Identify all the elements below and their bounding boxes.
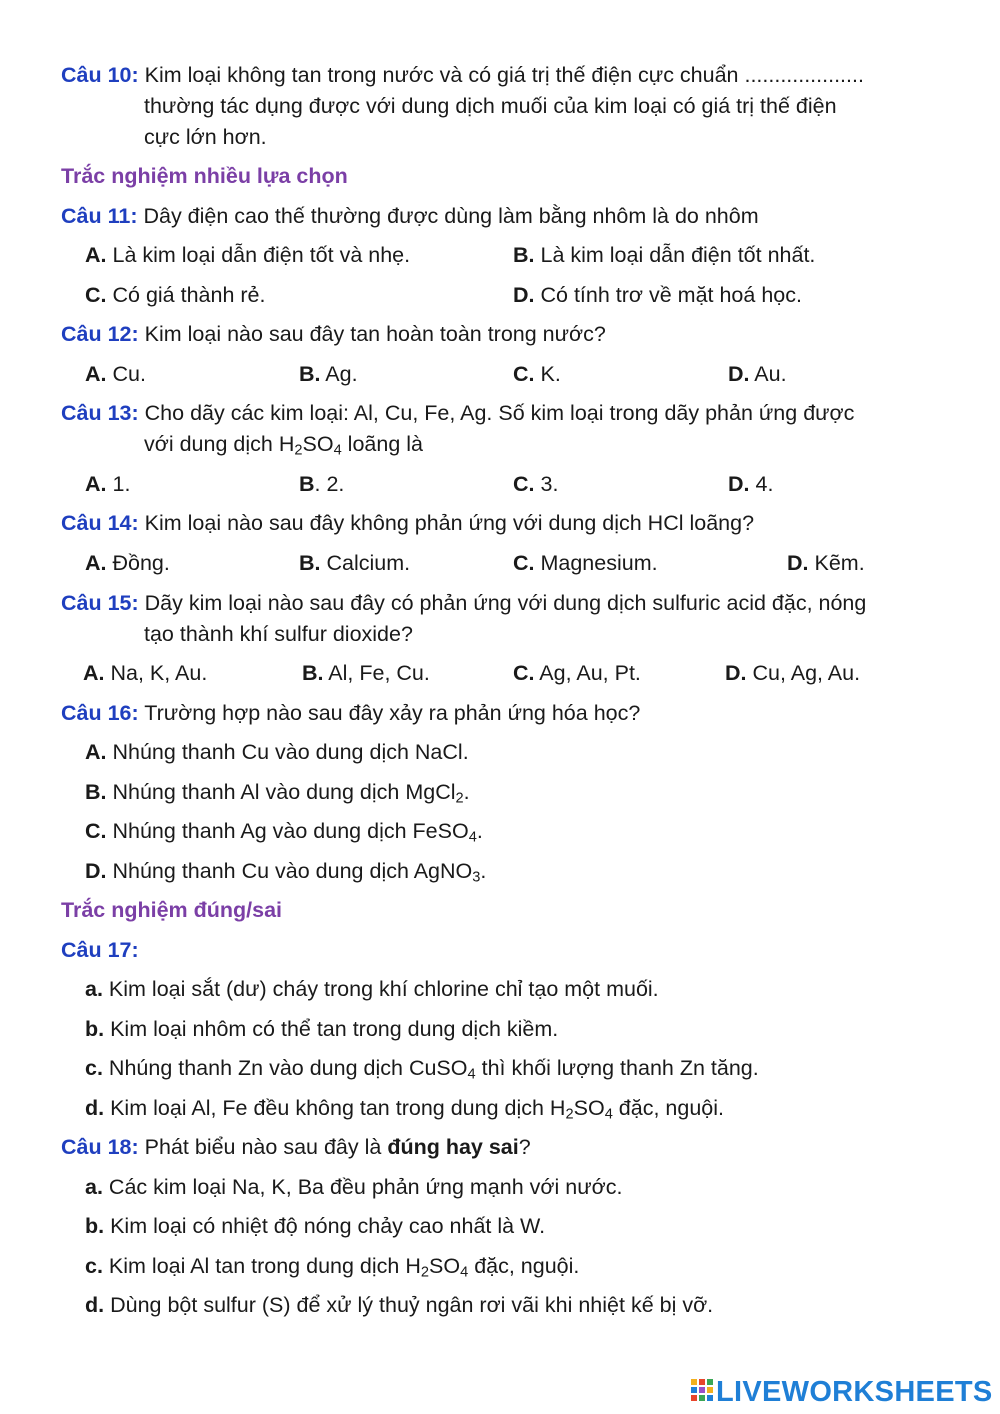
statement-letter: c. <box>85 1254 103 1278</box>
statement-text: Kim loại nhôm có thể tan trong dung dịch kiềm. <box>110 1017 559 1041</box>
option-c[interactable] <box>513 471 558 497</box>
option-c[interactable] <box>513 660 641 686</box>
question-10 <box>61 62 864 88</box>
text: Kim loại Al tan trong dung dịch H <box>108 1254 421 1278</box>
option-d[interactable] <box>85 858 486 884</box>
question-text: Dãy kim loại nào sau đây có phản ứng với dung dịch sulfuric acid đặc, nóng <box>144 591 867 615</box>
option-a[interactable] <box>85 739 469 765</box>
option-text: Ag, Au, Pt. <box>539 661 641 685</box>
statement-letter: c. <box>85 1056 103 1080</box>
option-letter: D. <box>85 859 107 883</box>
statement-text: Các kim loại Na, K, Ba đều phản ứng mạnh với nước. <box>108 1175 623 1199</box>
question-10-line-2: thường tác dụng được với dung dịch muối của kim loại có giá trị thế điện <box>144 94 837 118</box>
text: Nhúng thanh Cu vào dung dịch AgNO <box>112 859 473 883</box>
question-text: Kim loại nào sau đây không phản ứng với dung dịch HCl loãng? <box>144 511 755 535</box>
option-letter: C. <box>513 551 535 575</box>
option-text: Là kim loại dẫn điện tốt và nhẹ. <box>112 243 411 267</box>
question-11 <box>61 203 759 229</box>
text: loãng là <box>341 432 423 456</box>
question-17-label: Câu 17: <box>61 938 139 962</box>
option-a[interactable] <box>83 660 207 686</box>
option-letter: A. <box>85 243 107 267</box>
option-text: K. <box>540 362 561 386</box>
option-letter: C. <box>513 661 535 685</box>
option-letter: B. <box>299 551 321 575</box>
statement-b[interactable] <box>85 1213 545 1239</box>
statement-text <box>110 1096 724 1123</box>
option-letter: C. <box>85 819 107 843</box>
statement-letter: a. <box>85 1175 103 1199</box>
option-text: Cu. <box>112 362 146 386</box>
option-text: . 2. <box>314 472 345 496</box>
emphasis-text: đúng hay sai <box>387 1135 519 1159</box>
statement-text: Kim loại sắt (dư) cháy trong khí chlorine chỉ tạo một muối. <box>108 977 659 1001</box>
subscript: 2 <box>420 1264 429 1281</box>
option-c[interactable] <box>513 550 658 576</box>
option-d[interactable] <box>513 282 802 308</box>
text: đặc, nguội. <box>612 1096 724 1120</box>
statement-d[interactable] <box>85 1095 724 1121</box>
text: Nhúng thanh Ag vào dung dịch FeSO <box>112 819 469 843</box>
option-b[interactable] <box>299 550 410 576</box>
statement-text: Kim loại có nhiệt độ nóng chảy cao nhất là W. <box>110 1214 546 1238</box>
option-text <box>112 819 483 846</box>
option-letter: A. <box>85 362 107 386</box>
option-a[interactable] <box>85 550 170 576</box>
option-a[interactable] <box>85 361 146 387</box>
question-text: Kim loại không tan trong nước và có giá trị thế điện cực chuẩn .................... <box>144 63 864 87</box>
section-heading-multiple-choice: Trắc nghiệm nhiều lựa chọn <box>61 164 348 188</box>
section-heading-true-false: Trắc nghiệm đúng/sai <box>61 898 283 922</box>
statement-a[interactable] <box>85 1174 622 1200</box>
question-16 <box>61 700 640 726</box>
statement-c[interactable] <box>85 1055 759 1081</box>
option-letter: D. <box>728 472 750 496</box>
option-text: Calcium. <box>326 551 411 575</box>
statement-letter: a. <box>85 977 103 1001</box>
option-d[interactable] <box>728 361 787 387</box>
text: . <box>476 819 483 843</box>
option-text: Là kim loại dẫn điện tốt nhất. <box>540 243 816 267</box>
subscript: 4 <box>460 1264 469 1281</box>
option-letter: B. <box>85 780 107 804</box>
subscript: 2 <box>294 442 303 459</box>
option-text: Nhúng thanh Cu vào dung dịch NaCl. <box>112 740 469 764</box>
option-text: 4. <box>755 472 774 496</box>
statement-letter: b. <box>85 1017 105 1041</box>
option-letter: C. <box>513 362 535 386</box>
option-d[interactable] <box>728 471 773 497</box>
text: SO <box>573 1096 605 1120</box>
option-d[interactable] <box>787 550 865 576</box>
option-a[interactable] <box>85 471 130 497</box>
option-text: Magnesium. <box>540 551 658 575</box>
option-b[interactable] <box>302 660 430 686</box>
option-c[interactable] <box>513 361 561 387</box>
option-c[interactable] <box>85 818 483 844</box>
statement-text <box>108 1056 759 1083</box>
subscript: 4 <box>468 829 477 846</box>
option-letter: B. <box>299 362 321 386</box>
option-letter: B <box>299 472 315 496</box>
question-label: Câu 14: <box>61 511 139 535</box>
option-b[interactable] <box>85 779 470 805</box>
subscript: 2 <box>565 1106 574 1123</box>
text: Phát biểu nào sau đây là <box>144 1135 388 1159</box>
option-text: 3. <box>540 472 559 496</box>
text: SO <box>302 432 334 456</box>
question-13 <box>61 400 854 426</box>
option-text: Đồng. <box>112 551 170 575</box>
option-letter: A. <box>85 472 107 496</box>
question-label: Câu 15: <box>61 591 139 615</box>
option-letter: D. <box>787 551 809 575</box>
text: . <box>463 780 470 804</box>
statement-letter: d. <box>85 1096 105 1120</box>
option-letter: C. <box>513 472 535 496</box>
option-b[interactable] <box>513 242 815 268</box>
text: Nhúng thanh Al vào dung dịch MgCl <box>112 780 456 804</box>
text: Nhúng thanh Zn vào dung dịch CuSO <box>108 1056 468 1080</box>
subscript: 3 <box>472 869 481 886</box>
option-b[interactable] <box>299 361 358 387</box>
question-text: Dây điện cao thế thường được dùng làm bằng nhôm là do nhôm <box>143 204 759 228</box>
question-label: Câu 11: <box>61 204 138 228</box>
statement-b[interactable] <box>85 1016 558 1042</box>
question-15-line-2: tạo thành khí sulfur dioxide? <box>144 622 413 646</box>
option-b[interactable] <box>299 471 344 497</box>
option-letter: A. <box>85 551 107 575</box>
statement-text: Dùng bột sulfur (S) để xử lý thuỷ ngân rơi vãi khi nhiệt kế bị vỡ. <box>110 1293 714 1317</box>
option-text: Au. <box>754 362 787 386</box>
question-label: Câu 18: <box>61 1135 139 1159</box>
subscript: 4 <box>467 1066 476 1083</box>
option-letter: B. <box>302 661 324 685</box>
option-letter: A. <box>85 740 107 764</box>
question-13-line-2 <box>144 431 423 457</box>
option-text: 1. <box>112 472 131 496</box>
option-letter: D. <box>725 661 747 685</box>
text: Kim loại Al, Fe đều không tan trong dung dịch H <box>110 1096 566 1120</box>
question-text: Kim loại nào sau đây tan hoàn toàn trong nước? <box>144 322 606 346</box>
option-text: Na, K, Au. <box>110 661 208 685</box>
option-text: Ag. <box>325 362 358 386</box>
option-letter: A. <box>83 661 105 685</box>
statement-d[interactable] <box>85 1292 713 1318</box>
subscript: 4 <box>333 442 342 459</box>
statement-letter: b. <box>85 1214 105 1238</box>
option-text: Kẽm. <box>814 551 865 575</box>
statement-a[interactable] <box>85 976 659 1002</box>
liveworksheets-logo[interactable] <box>690 1372 993 1412</box>
option-letter: D. <box>728 362 750 386</box>
option-letter: C. <box>85 283 107 307</box>
question-18 <box>61 1134 531 1160</box>
subscript: 2 <box>455 790 464 807</box>
question-text <box>145 1135 531 1159</box>
option-text: Có tính trơ về mặt hoá học. <box>540 283 802 307</box>
option-letter: B. <box>513 243 535 267</box>
option-c[interactable] <box>85 282 265 308</box>
question-14 <box>61 510 754 536</box>
question-12 <box>61 321 606 347</box>
question-label: Câu 10: <box>61 63 139 87</box>
statement-letter: d. <box>85 1293 105 1317</box>
question-label: Câu 12: <box>61 322 139 346</box>
option-text <box>112 859 487 886</box>
liveworksheets-logo-text: LIVEWORKSHEETS <box>716 1375 993 1408</box>
statement-text <box>108 1254 580 1281</box>
option-a[interactable] <box>85 242 410 268</box>
question-15 <box>61 590 866 616</box>
text: thì khối lượng thanh Zn tăng. <box>475 1056 759 1080</box>
liveworksheets-logo-icon <box>690 1377 714 1407</box>
option-letter: D. <box>513 283 535 307</box>
text: SO <box>429 1254 461 1278</box>
option-text: Al, Fe, Cu. <box>328 661 430 685</box>
statement-c[interactable] <box>85 1253 579 1279</box>
question-10-line-3: cực lớn hơn. <box>144 125 267 149</box>
text: với dung dịch H <box>144 432 295 456</box>
option-text: Cu, Ag, Au. <box>752 661 861 685</box>
option-text: Có giá thành rẻ. <box>112 283 266 307</box>
option-d[interactable] <box>725 660 860 686</box>
question-label: Câu 13: <box>61 401 139 425</box>
text: ? <box>518 1135 531 1159</box>
text: . <box>480 859 487 883</box>
question-text: Trường hợp nào sau đây xảy ra phản ứng hóa học? <box>144 701 641 725</box>
option-text <box>112 780 470 807</box>
question-text: Cho dãy các kim loại: Al, Cu, Fe, Ag. Số kim loại trong dãy phản ứng được <box>144 401 855 425</box>
subscript: 4 <box>604 1106 613 1123</box>
text: đặc, nguội. <box>468 1254 580 1278</box>
question-label: Câu 16: <box>61 701 139 725</box>
